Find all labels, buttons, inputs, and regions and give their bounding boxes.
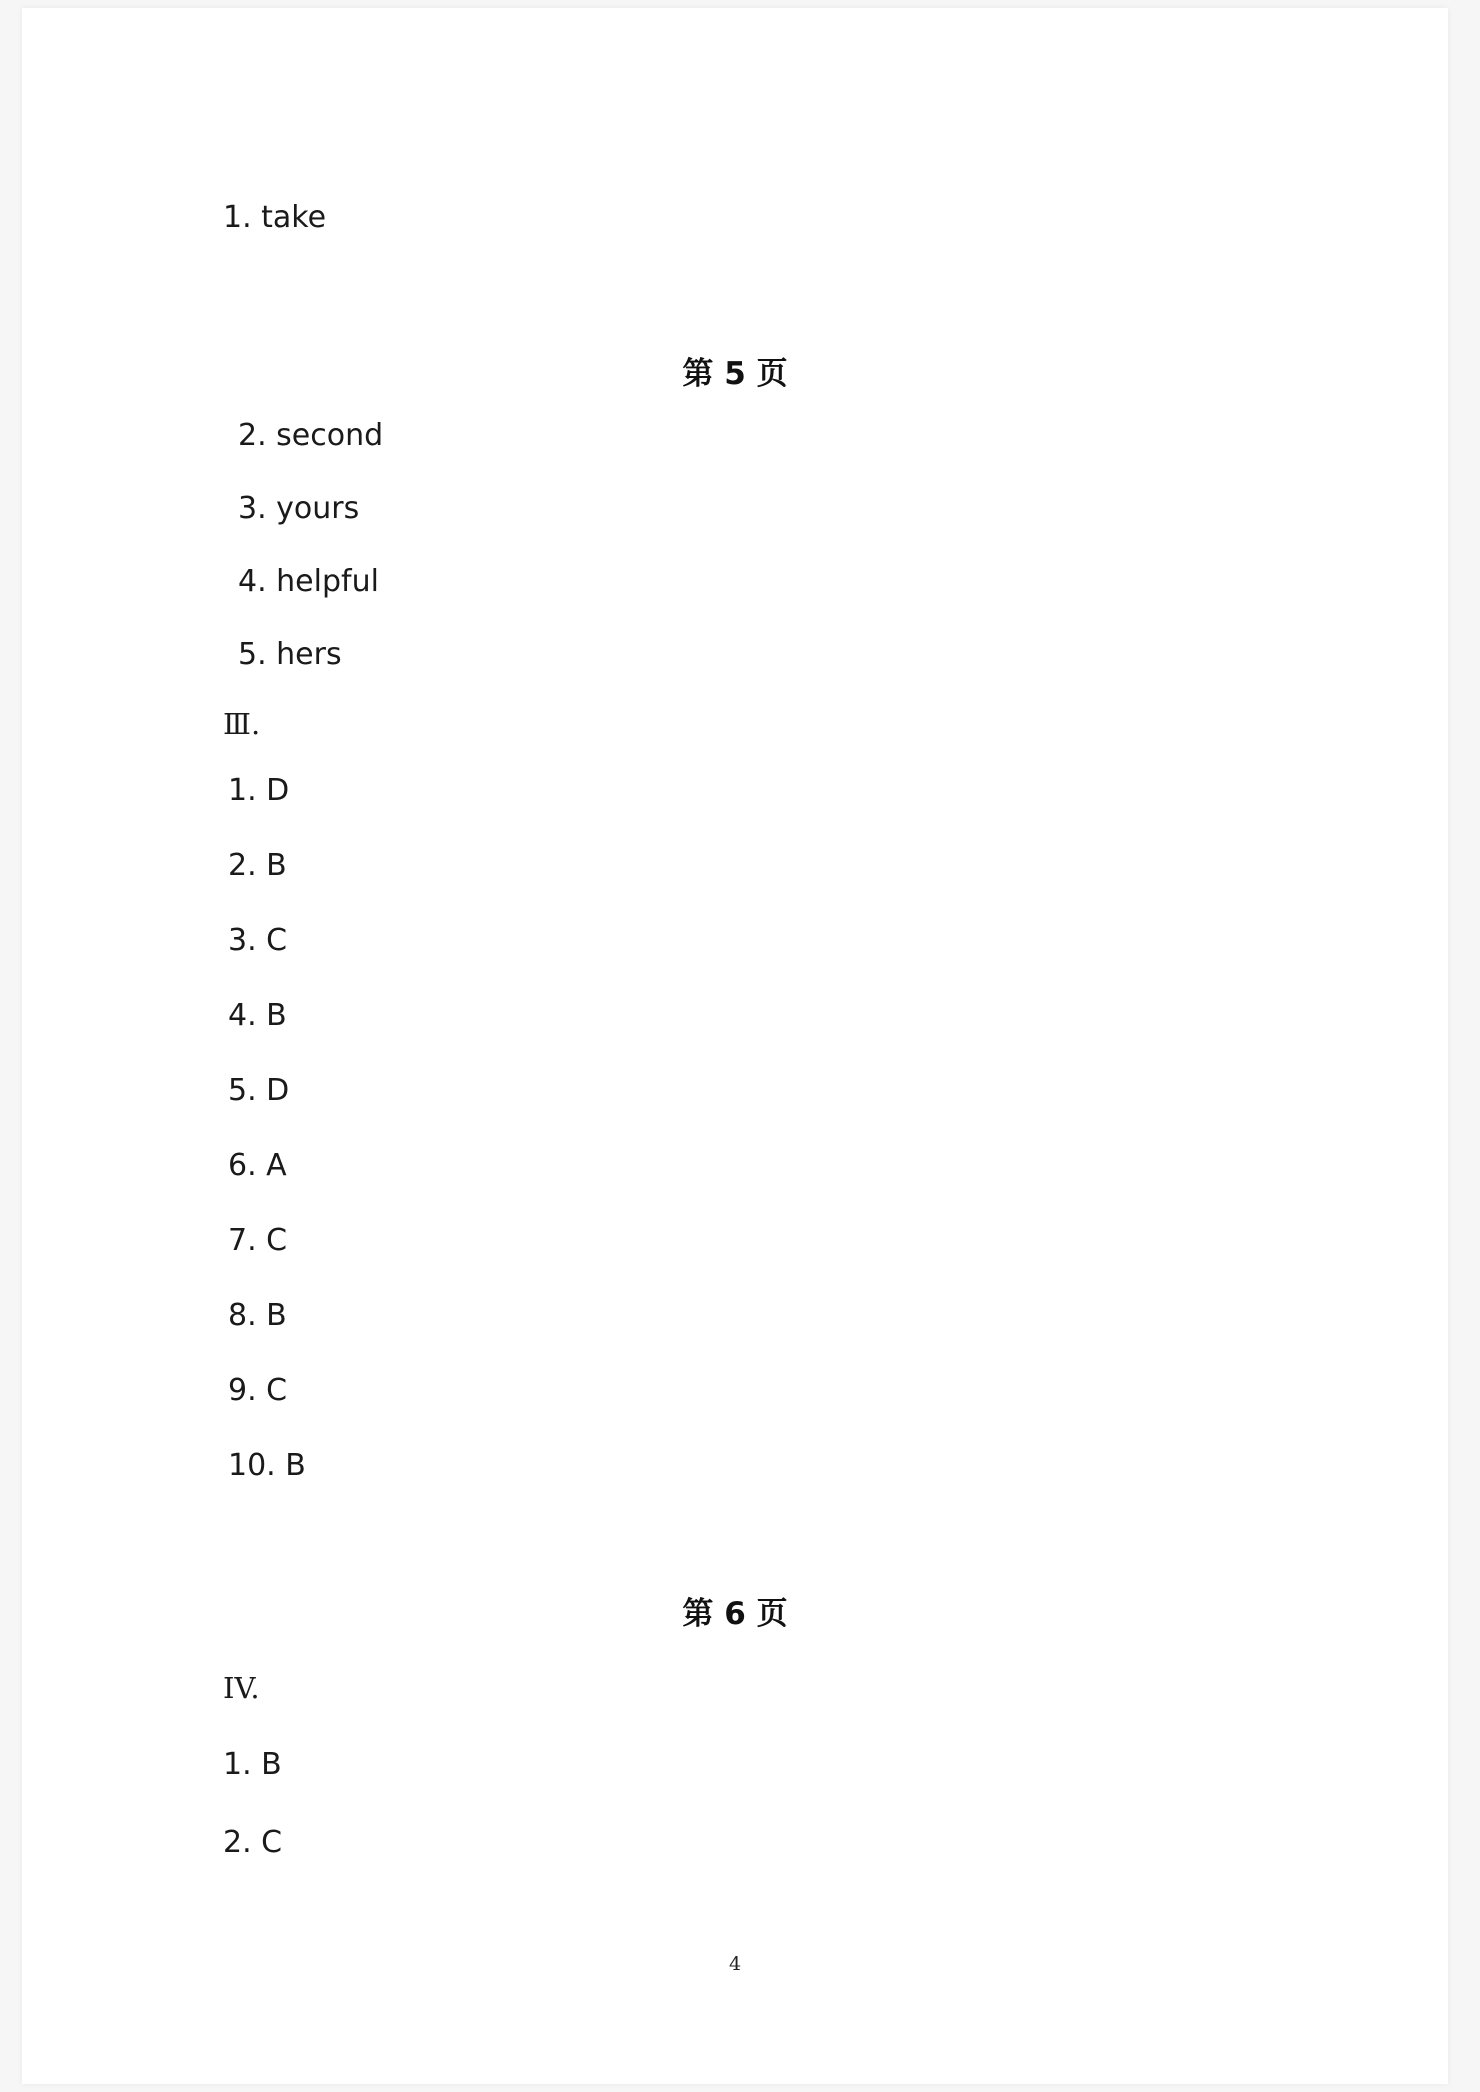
page-heading-5: 第 5 页 (682, 356, 788, 392)
answer-line: 8. B (228, 1298, 287, 1333)
answer-line: 2. C (223, 1825, 283, 1860)
answer-line: 1. B (223, 1747, 282, 1782)
answer-line: 7. C (228, 1223, 288, 1258)
page-heading-6: 第 6 页 (682, 1596, 788, 1632)
page-number: 4 (728, 1953, 742, 1975)
answer-line: 3. yours (238, 491, 360, 526)
answer-line: 2. second (238, 418, 384, 453)
answer-line: 5. hers (238, 637, 342, 672)
answer-line: 1. take (223, 200, 327, 235)
answer-line: 10. B (228, 1448, 306, 1483)
answer-line: 4. helpful (238, 564, 379, 599)
answer-line: 3. C (228, 923, 288, 958)
answer-line: 9. C (228, 1373, 288, 1408)
answer-line: 6. A (228, 1148, 287, 1183)
section-label-iii: Ⅲ. (223, 707, 261, 741)
answer-line: 5. D (228, 1073, 290, 1108)
answer-line: 2. B (228, 848, 287, 883)
answer-line: 1. D (228, 773, 290, 808)
answer-line: 4. B (228, 998, 287, 1033)
document-page (22, 8, 1448, 2084)
section-label-iv: IV. (223, 1671, 260, 1705)
